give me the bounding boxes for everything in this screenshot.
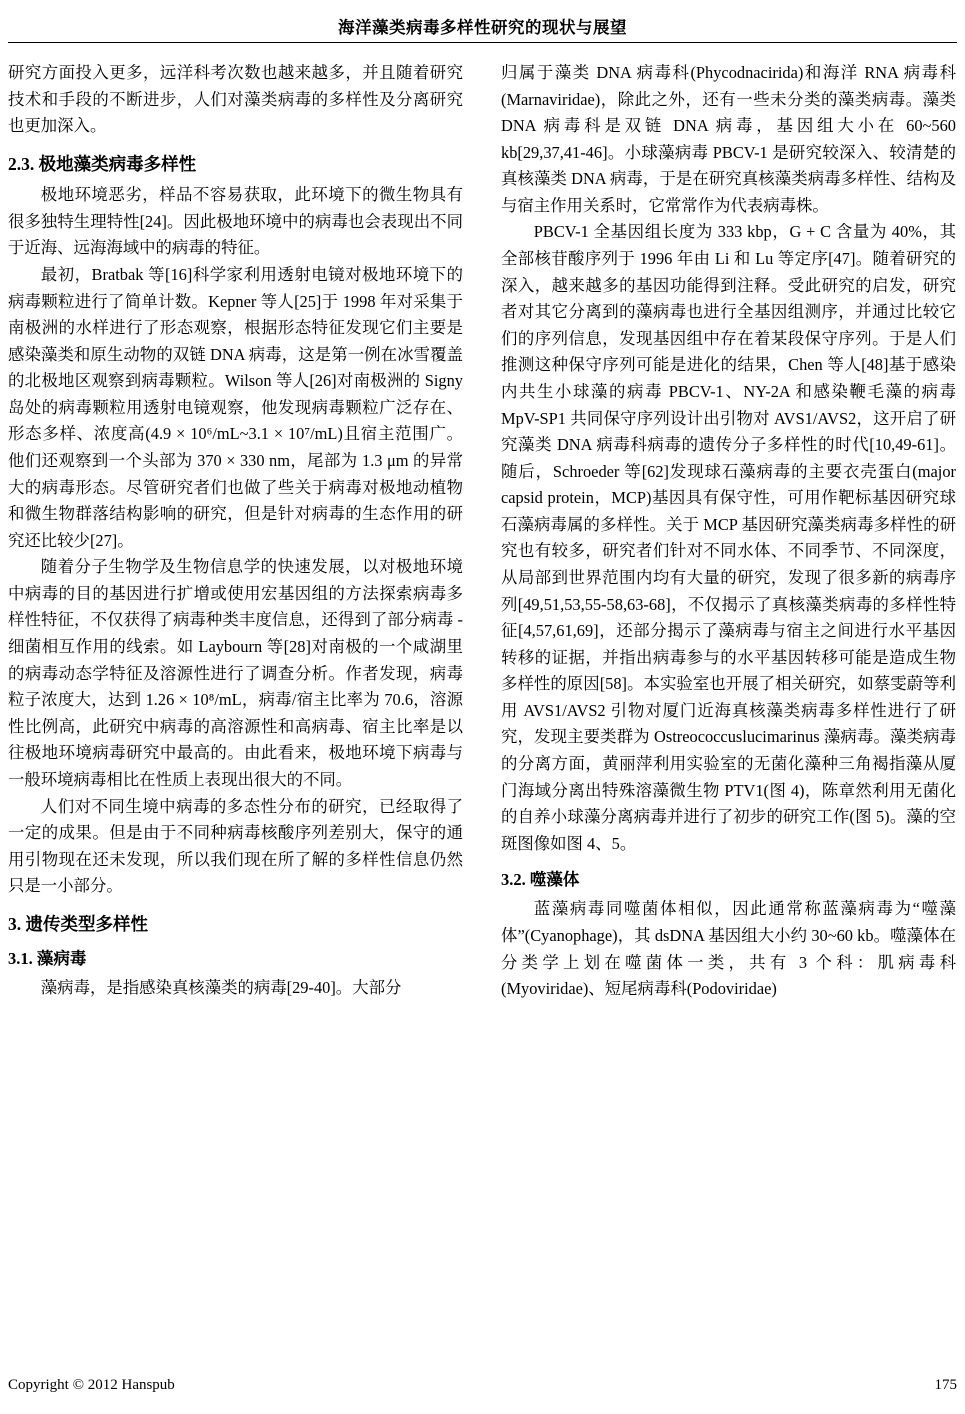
paragraph: 蓝藻病毒同噬菌体相似，因此通常称蓝藻病毒为“噬藻体”(Cyanophage)，其 dsDNA 基因组大小约 30~60 kb。噬藻体在分类学上划在噬菌体一类，共有 3 个科：肌病毒科(Myoviridae)、短尾病毒科(Podoviridae): [501, 899, 956, 999]
paragraph: 最初，Bratbak 等[16]科学家利用透射电镜对极地环境下的病毒颗粒进行了简单计数。Kepner 等人[25]于 1998 年对采集于南极洲的水样进行了形态观察，根据形态特征发现它们主要是感染藻类和原生动物的双链 DNA 病毒，这是第一例在冰雪覆盖的北极地区观察到病毒颗粒。Wilson 等人[26]对南极洲的 Signy 岛处的病毒颗粒用透射电镜观察，他发现病毒颗粒广泛存在、形态多样、浓度高(4.9 × 10⁶/mL~3.1 × 10⁷/mL)且宿主范围广。他们还观察到一个头部为 370 × 330 nm，尾部为 1.3 μm 的异常大的病毒形态。尽管研究者们也做了些关于病毒对极地动植物和微生物群落结构影响的研究，但是针对病毒的生态作用的研究还比较少[27]。: [8, 264, 463, 550]
paragraph: 研究方面投入更多，远洋科考次数也越来越多，并且随着研究技术和手段的不断进步，人们对藻类病毒的多样性及分离研究也更加深入。: [8, 63, 463, 136]
section-heading-2-3: 2.3. 极地藻类病毒多样性: [8, 153, 197, 174]
running-head: 海洋藻类病毒多样性研究的现状与展望: [338, 18, 627, 37]
paragraph: 藻病毒，是指感染真核藻类的病毒[29-40]。大部分: [40, 978, 402, 998]
header-rule: [8, 42, 957, 43]
paragraph: 极地环境恶劣，样品不容易获取，此环境下的微生物具有很多独特生理特性[24]。因此极地环境中的病毒也会表现出不同于近海、远海海域中的病毒的特征。: [8, 185, 463, 258]
paragraph: 随着分子生物学及生物信息学的快速发展，以对极地环境中病毒的目的基因进行扩增或使用宏基因组的方法探索病毒多样性特征，不仅获得了病毒种类丰度信息，还得到了部分病毒 - 细菌相互作用的线索。如 Laybourn 等[28]对南极的一个咸湖里的病毒动态学特征及溶源性进行了调查分析。作者发现，病毒粒子浓度大，达到 1.26 × 10⁸/mL，病毒/宿主比率为 70.6，溶源性比例高，此研究中病毒的高溶源性和高病毒、宿主比率是以往极地环境病毒研究中最高的。由此看来，极地环境下病毒与一般环境病毒相比在性质上表现出很大的不同。: [8, 557, 463, 789]
section-heading-3-1: 3.1. 藻病毒: [8, 949, 87, 969]
paragraph: PBCV-1 全基因组长度为 333 kbp，G + C 含量为 40%，其全部核苷酸序列于 1996 年由 Li 和 Lu 等定序[47]。随着研究的深入，越来越多的基因功能得到注释。受此研究的启发，研究者对其它分离到的藻病毒也进行全基因组测序，并通过比较它们的序列信息，发现基因组中存在着某段保守序列。于是人们推测这种保守序列可能是进化的结果，Chen 等人[48]基于感染内共生小球藻的病毒 PBCV-1、NY-2A 和感染鞭毛藻的病毒 MpV-SP1 共同保守序列设计出引物对 AVS1/AVS2，这开启了研究藻类 DNA 病毒科病毒的遗传分子多样性的时代[10,49-61]。随后，Schroeder 等[62]发现球石藻病毒的主要衣壳蛋白(major capsid protein，MCP)基因具有保守性，可用作靶标基因研究球石藻病毒属的多样性。关于 MCP 基因研究藻类病毒多样性的研究也有较多，研究者们针对不同水体、不同季节、不同深度，从局部到世界范围内均有大量的研究，发现了很多新的病毒序列[49,51,53,55-58,63-68]，不仅揭示了真核藻类病毒的多样性特征[4,57,61,69]，还部分揭示了藻病毒与宿主之间进行水平基因转移的证据，并指出病毒参与的水平基因转移可能是造成生物多样性的原因[58]。本实验室也开展了相关研究，如蔡雯蔚等利用 AVS1/AVS2 引物对厦门近海真核藻类病毒多样性进行了研究，发现主要类群为 Ostreococcuslucimarinus 藻病毒。藻类病毒的分离方面，黄丽萍利用实验室的无菌化藻种三角褐指藻从厦门海域分离出特殊溶藻微生物 PTV1(图 4)，陈章然利用无菌化的自养小球藻分离病毒并进行了初步的研究工作(图 5)。藻的空斑图像如图 4、5。: [501, 222, 956, 853]
section-heading-3-2: 3.2. 噬藻体: [501, 870, 580, 890]
right-column: [501, 60, 956, 1003]
paragraph: 人们对不同生境中病毒的多态性分布的研究，已经取得了一定的成果。但是由于不同种病毒核酸序列差别大，保守的通用引物现在还未发现，所以我们现在所了解的多样性信息仍然只是一小部分。: [8, 796, 463, 896]
paragraph: 归属于藻类 DNA 病毒科(Phycodnacirida)和海洋 RNA 病毒科(Marnaviridae)，除此之外，还有一些未分类的藻类病毒。藻类 DNA 病毒科是双链 DNA 病毒，基因组大小在 60~560 kb[29,37,41-46]。小球藻病毒 PBCV-1 是研究较深入、较清楚的真核藻类 DNA 病毒，于是在研究真核藻类病毒多样性、结构及与宿主作用关系时，它常常作为代表病毒株。: [501, 63, 956, 215]
page-number: 175: [934, 1377, 957, 1393]
copyright-notice: Copyright © 2012 Hanspub: [8, 1377, 175, 1393]
section-heading-3: 3. 遗传类型多样性: [8, 913, 148, 934]
page-footer: [8, 1377, 957, 1394]
left-column: [8, 60, 463, 1003]
two-column-body: [8, 60, 957, 1003]
